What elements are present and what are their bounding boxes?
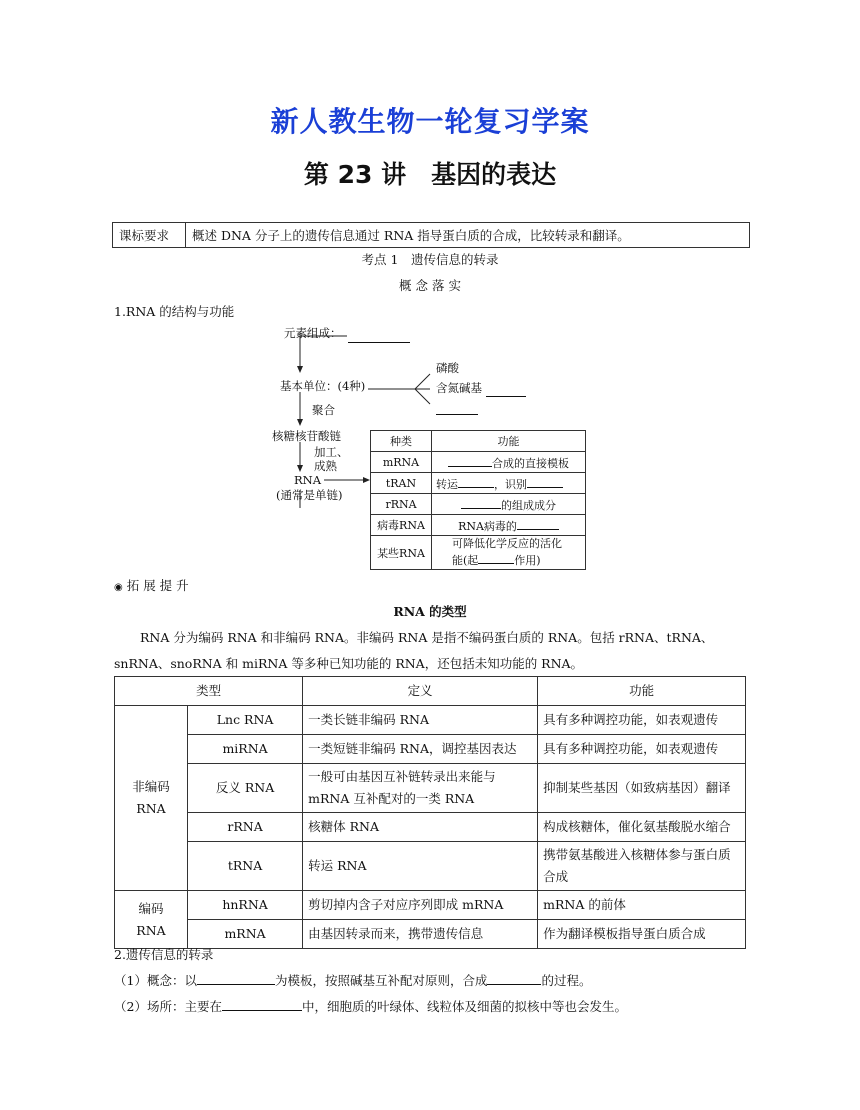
func-header-type: 种类 bbox=[371, 431, 432, 452]
rna-function-table bbox=[370, 430, 586, 570]
rna-group-coding bbox=[115, 891, 188, 949]
rna-def: 一类长链非编码 RNA bbox=[303, 706, 538, 735]
rna-name: mRNA bbox=[188, 920, 303, 949]
diagram-base: 含氮碱基 bbox=[436, 381, 482, 395]
diagram-unit: 基本单位：(4种) bbox=[280, 379, 366, 393]
extension-para1: RNA 分为编码 RNA 和非编码 RNA。非编码 RNA 是指不编码蛋白质的 RNA。包括 rRNA、tRNA、 bbox=[140, 630, 714, 645]
bullet-icon: ◉ bbox=[114, 582, 123, 593]
group-label: 编码 bbox=[138, 900, 164, 916]
group-label: RNA bbox=[136, 922, 166, 938]
rna-func: 抑制某些基因（如致病基因）翻译 bbox=[538, 764, 746, 813]
blank-base bbox=[486, 384, 526, 397]
func-blank bbox=[461, 496, 501, 509]
lesson-title: 第 23 讲 基因的表达 bbox=[303, 160, 557, 189]
func-blank bbox=[448, 454, 492, 467]
func-desc bbox=[432, 494, 586, 515]
func-desc-text: RNA病毒的 bbox=[458, 519, 517, 533]
func-blank bbox=[517, 517, 559, 530]
concept-heading: 概 念 落 实 bbox=[399, 278, 461, 293]
func-type: 某些RNA bbox=[371, 536, 432, 570]
rna-func: 构成核糖体，催化氨基酸脱水缩合 bbox=[538, 813, 746, 842]
rna-types-table bbox=[114, 676, 746, 949]
func-blank bbox=[478, 551, 514, 564]
func-desc-text: 的组成成分 bbox=[501, 498, 556, 512]
item2-location bbox=[114, 997, 627, 1015]
func-desc-text: 可降低化学反应的活化 bbox=[452, 537, 562, 550]
func-header-func: 功能 bbox=[432, 431, 586, 452]
rna-def: 核糖体 RNA bbox=[303, 813, 538, 842]
item2-title: 2.遗传信息的转录 bbox=[114, 947, 214, 962]
rna-def-line: mRNA 互补配对的一类 RNA bbox=[308, 791, 475, 806]
rna-def: 一类短链非编码 RNA，调控基因表达 bbox=[303, 735, 538, 764]
func-desc-text: ，识别 bbox=[494, 477, 527, 491]
blank-template bbox=[197, 972, 275, 985]
rna-name: rRNA bbox=[188, 813, 303, 842]
func-type: rRNA bbox=[371, 494, 432, 515]
concept-text: 的过程。 bbox=[541, 973, 592, 988]
func-desc-text: 能(起 bbox=[452, 554, 479, 567]
rna-func: mRNA 的前体 bbox=[538, 891, 746, 920]
func-desc-text: 转运 bbox=[436, 477, 458, 491]
rna-func-line: 合成 bbox=[543, 869, 569, 884]
func-blank bbox=[458, 475, 494, 488]
rna-def-line: 一般可由基因互补链转录出来能与 bbox=[308, 769, 496, 784]
func-desc bbox=[432, 536, 586, 570]
blank-product bbox=[487, 972, 541, 985]
rna-table-header-def: 定义 bbox=[303, 677, 538, 706]
standard-label: 课标要求 bbox=[113, 223, 186, 248]
rna-func: 作为翻译模板指导蛋白质合成 bbox=[538, 920, 746, 949]
func-desc bbox=[432, 452, 586, 473]
func-desc-text: 作用) bbox=[514, 554, 541, 567]
rna-name: miRNA bbox=[188, 735, 303, 764]
group-label: RNA bbox=[136, 801, 166, 816]
diagram-polymer: 聚合 bbox=[312, 403, 335, 417]
rna-name: tRNA bbox=[188, 842, 303, 891]
standard-text: 概述 DNA 分子上的遗传信息通过 RNA 指导蛋白质的合成，比较转录和翻译。 bbox=[186, 223, 750, 248]
func-desc bbox=[432, 473, 586, 494]
rna-table-header-type: 类型 bbox=[115, 677, 303, 706]
extension-title: RNA 的类型 bbox=[393, 604, 467, 619]
rna-group-noncoding bbox=[115, 706, 188, 891]
diagram-process2: 成熟 bbox=[314, 459, 337, 473]
rna-name: hnRNA bbox=[188, 891, 303, 920]
rna-func: 具有多种调控功能，如表观遗传 bbox=[538, 706, 746, 735]
func-type: tRAN bbox=[371, 473, 432, 494]
rna-def: 由基因转录而来，携带遗传信息 bbox=[303, 920, 538, 949]
diagram-phosphate: 磷酸 bbox=[436, 361, 459, 375]
item1-title: 1.RNA 的结构与功能 bbox=[114, 304, 235, 319]
diagram-process1: 加工、 bbox=[314, 445, 349, 459]
item2-concept bbox=[114, 971, 592, 989]
group-label: 非编码 bbox=[132, 779, 170, 794]
extension-label-text: 拓 展 提 升 bbox=[126, 578, 189, 593]
extension-label bbox=[114, 576, 189, 594]
rna-func-line: 携带氨基酸进入核糖体参与蛋白质 bbox=[543, 847, 731, 862]
func-desc bbox=[432, 515, 586, 536]
diagram-rna-note: (通常是单链) bbox=[276, 488, 343, 502]
curriculum-standard-table bbox=[112, 222, 750, 248]
main-title: 新人教生物一轮复习学案 bbox=[270, 105, 590, 138]
blank-location bbox=[222, 998, 302, 1011]
rna-name: 反义 RNA bbox=[188, 764, 303, 813]
func-type: 病毒RNA bbox=[371, 515, 432, 536]
blank-elements bbox=[348, 330, 410, 343]
location-text: 中，细胞质的叶绿体、线粒体及细菌的拟核中等也会发生。 bbox=[301, 999, 627, 1014]
func-type: mRNA bbox=[371, 452, 432, 473]
rna-def: 剪切掉内含子对应序列即成 mRNA bbox=[303, 891, 538, 920]
diagram-chain: 核糖核苷酸链 bbox=[272, 429, 341, 443]
kaodian-heading: 考点 1 遗传信息的转录 bbox=[361, 252, 499, 267]
rna-table-header-func: 功能 bbox=[538, 677, 746, 706]
func-blank bbox=[527, 475, 563, 488]
concept-text: 为模板，按照碱基互补配对原则，合成 bbox=[274, 973, 488, 988]
rna-func: 具有多种调控功能，如表观遗传 bbox=[538, 735, 746, 764]
diagram-rna: RNA bbox=[294, 473, 322, 487]
rna-name: Lnc RNA bbox=[188, 706, 303, 735]
rna-def: 转运 RNA bbox=[303, 842, 538, 891]
blank-sugar bbox=[436, 402, 478, 415]
rna-func bbox=[538, 842, 746, 891]
concept-text: （1）概念：以 bbox=[114, 973, 197, 988]
func-desc-text: 合成的直接模板 bbox=[492, 456, 569, 470]
location-text: （2）场所：主要在 bbox=[114, 999, 222, 1014]
rna-def bbox=[303, 764, 538, 813]
diagram-elements: 元素组成： bbox=[284, 326, 342, 340]
extension-para2: snRNA、snoRNA 和 miRNA 等多种已知功能的 RNA，还包括未知功能的 RNA。 bbox=[114, 656, 584, 671]
